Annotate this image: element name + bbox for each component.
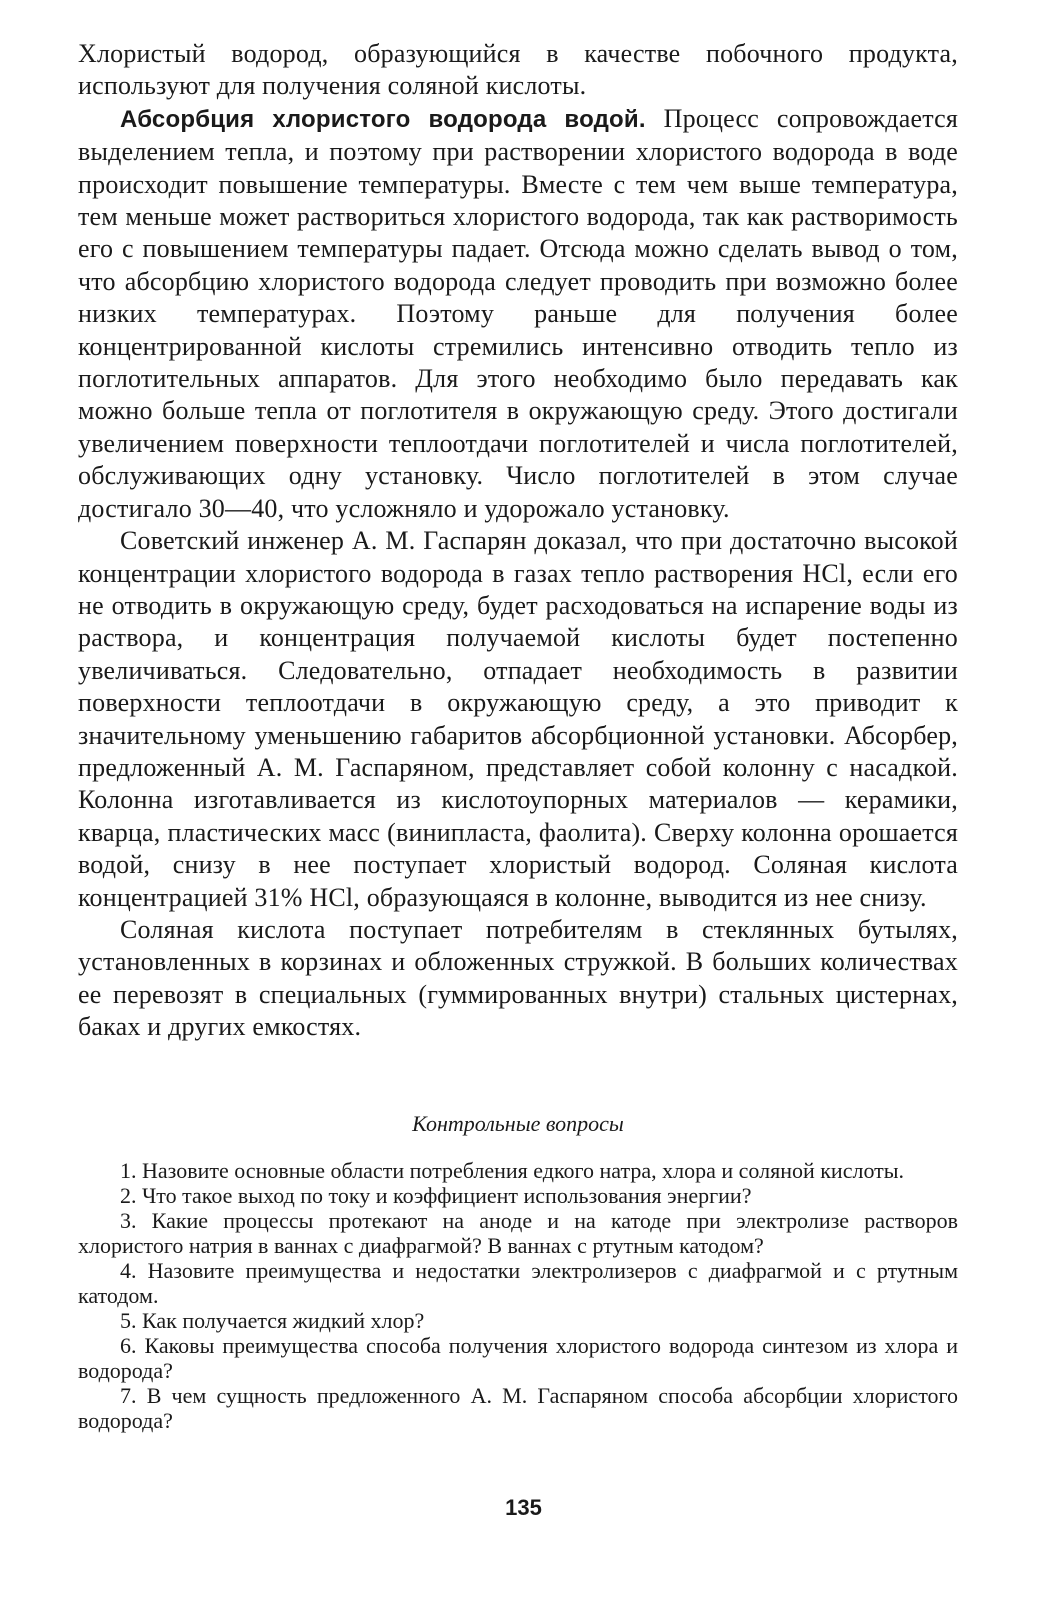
paragraph-text: Процесс сопровождается выделением тепла, и поэтому при растворении хлористого водорода в воде происходит повышение температуры. Вместе с тем чем выше температура, тем меньше может раствориться хлористого водорода, так как растворимость его с повышением температуры падает. Отсюда можно сделать вывод о том, что абсорбцию хлористого водорода следует проводить при возможно более низких температурах. Поэтому раньше для получения более концентрированной кислоты стремились интенсивно отводить тепло из поглотительных аппаратов. Для этого необходимо было передавать как можно больше тепла от поглотителя в окружающую среду. Этого достигали увеличением поверхности теплоотдачи поглотителей и числа поглотителей, обслуживающих одну установку. Число поглотителей в этом случае достигало 30—40, что усложняло и удорожало установку. <box>78 103 958 523</box>
question-item: 4. Назовите преимущества и недостатки электролизеров с диафрагмой и с ртутным катодом. <box>78 1257 958 1308</box>
paragraph-text: Советский инженер А. М. Гаспарян доказал, что при достаточно высокой концентрации хлористого водорода в газах тепло растворения HCl, если его не отводить в окружающую среду, будет расходоваться на испарение воды из раствора, и концентрация получаемой кислоты будет постепенно увеличиваться. Следовательно, отпадает необходимость в развитии поверхности теплоотдачи в окружающую среду, а это приводит к значительному уменьшению габаритов абсорбционной установки. Абсорбер, предложенный А. М. Гаспаряном, представляет собой колонну с насадкой. Колонна изготавливается из кислотоупорных материалов — керамики, кварца, пластических масс (винипласта, фаолита). Сверху колонна орошается водой, снизу в нее поступает хлористый водород. Соляная кислота концентрацией 31% HCl, образующаяся в колонне, выводится из нее снизу. <box>78 526 958 912</box>
section-title: Контрольные вопросы <box>412 1110 624 1136</box>
question-item: 5. Как получается жидкий хлор? <box>120 1307 425 1333</box>
question-item: 7. В чем сущность предложенного А. М. Гаспаряном способа абсорбции хлористого водорода? <box>78 1382 958 1433</box>
body-text <box>78 38 958 1044</box>
paragraph <box>78 525 958 914</box>
question-item: 2. Что такое выход по току и коэффициент использования энергии? <box>120 1182 752 1208</box>
paragraph-text: Соляная кислота поступает потребителям в стеклянных бутылях, установленных в корзинах и обложенных стружкой. В больших количествах ее перевозят в специальных (гуммированных внутри) стальных цистернах, баках и других емкостях. <box>78 914 958 1042</box>
page-content <box>78 38 958 1433</box>
paragraph <box>78 38 958 103</box>
questions-list <box>78 1158 958 1433</box>
page-number: 135 <box>505 1495 542 1520</box>
run-in-heading: Абсорбция хлористого водорода водой. <box>120 105 646 133</box>
paragraph <box>78 914 958 1044</box>
question-item: 1. Назовите основные области потребления едкого натра, хлора и соляной кислоты. <box>120 1157 905 1183</box>
question-item: 6. Каковы преимущества способа получения хлористого водорода синтезом из хлора и водорода? <box>78 1332 958 1383</box>
paragraph-text: Хлористый водород, образующийся в качестве побочного продукта, используют для получения соляной кислоты. <box>78 39 958 101</box>
question-item: 3. Какие процессы протекают на аноде и на катоде при электролизе растворов хлористого натрия в ваннах с диафрагмой? В ваннах с ртутным катодом? <box>78 1207 958 1258</box>
paragraph <box>78 103 958 525</box>
